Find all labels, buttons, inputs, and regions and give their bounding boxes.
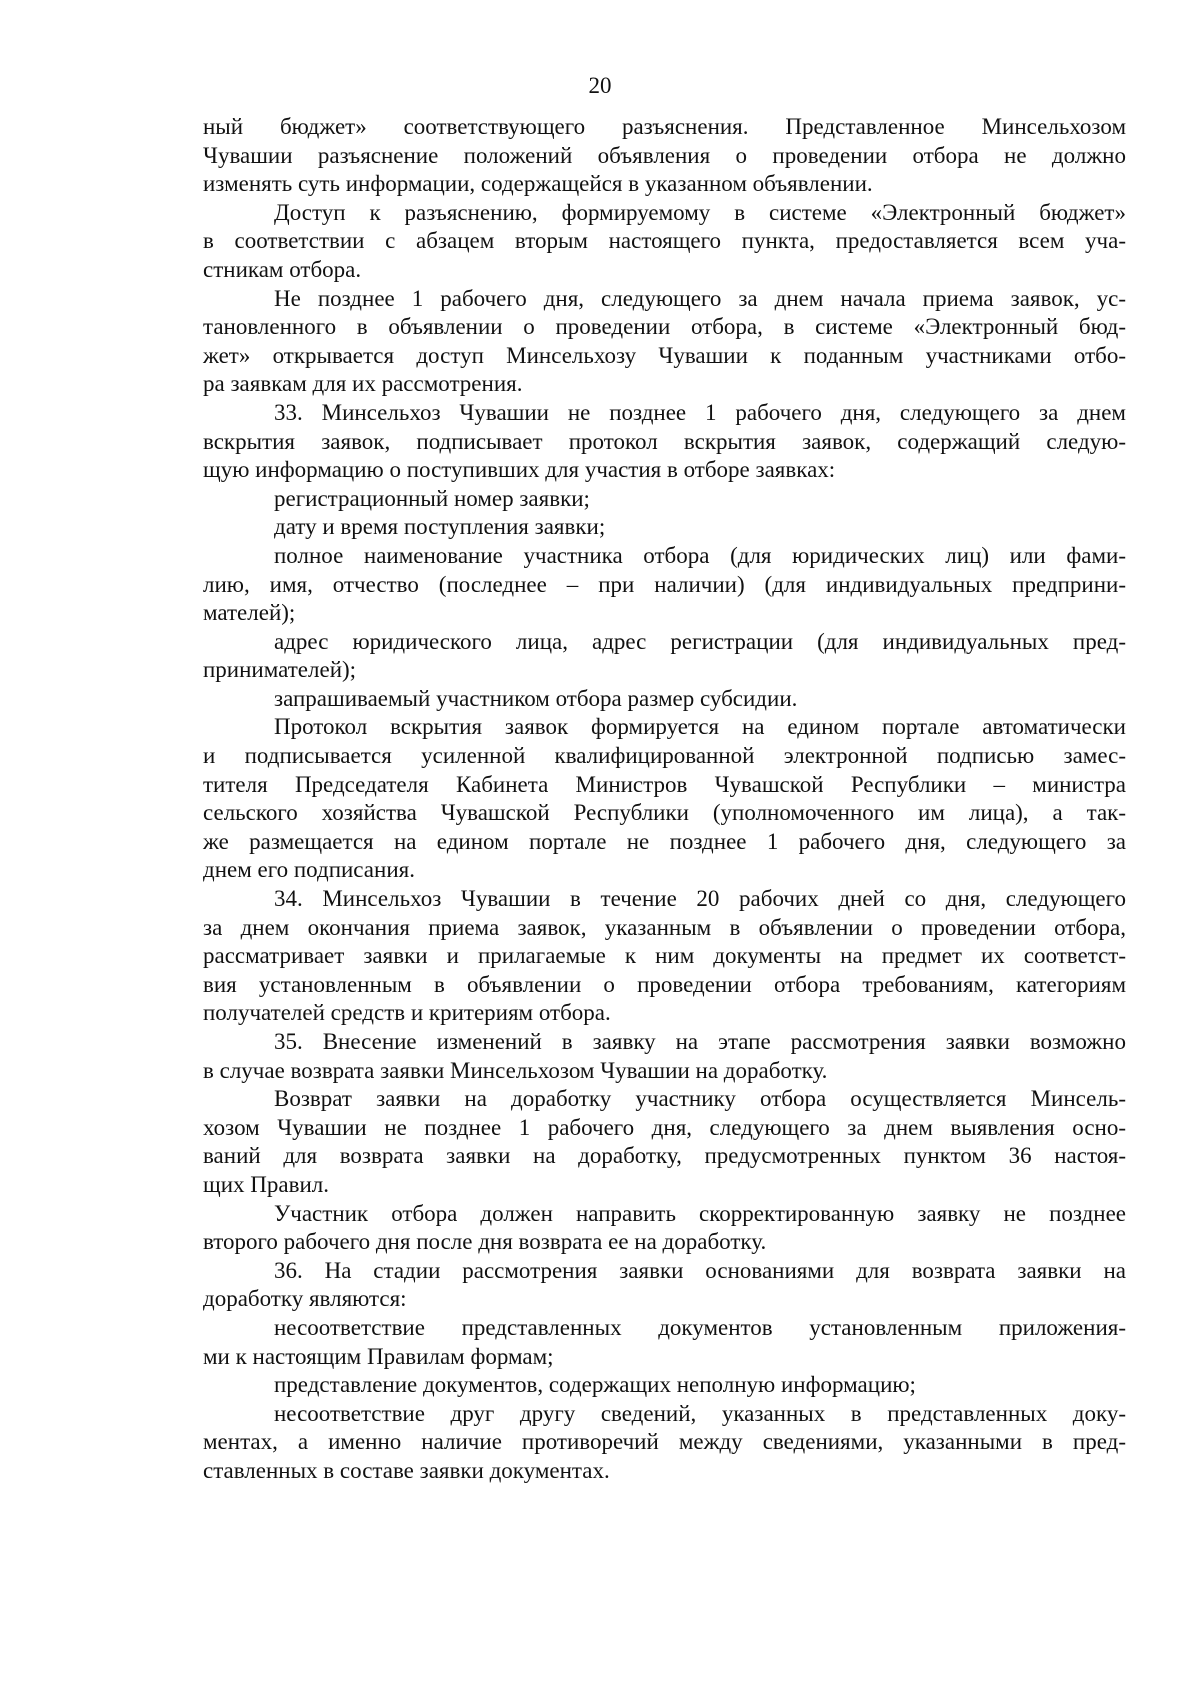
text-line: ставленных в составе заявки документах. [203, 1457, 610, 1483]
text-line: Чувашии разъяснение положений объявления о проведении отбора не должно [203, 142, 1126, 168]
paragraph [203, 1200, 1126, 1257]
paragraph [203, 1371, 1126, 1400]
document-body [203, 113, 1126, 1486]
text-line: 34. Минсельхоз Чувашии в течение 20 рабочих дней со дня, следующего [274, 886, 1126, 912]
text-line: несоответствие представленных документов установленным приложения- [274, 1314, 1126, 1340]
text-line: адрес юридического лица, адрес регистрации (для индивидуальных пред- [274, 628, 1126, 654]
text-line: вскрытия заявок, подписывает протокол вскрытия заявок, содержащий следую- [203, 428, 1126, 454]
text-line: рассматривает заявки и прилагаемые к ним документы на предмет их соответст- [203, 943, 1126, 969]
paragraph [203, 513, 1126, 542]
text-line: сельского хозяйства Чувашской Республики (уполномоченного им лица), а так- [203, 800, 1126, 826]
text-line: лию, имя, отчество (последнее – при наличии) (для индивидуальных предприни- [203, 571, 1126, 597]
text-line: и подписывается усиленной квалифицированной электронной подписью замес- [203, 743, 1126, 769]
text-line: дату и время поступления заявки; [274, 514, 606, 540]
text-line: второго рабочего дня после дня возврата ее на доработку. [203, 1229, 767, 1255]
text-line: тановленного в объявлении о проведении отбора, в системе «Электронный бюд- [203, 314, 1126, 340]
page-number: 20 [588, 73, 612, 98]
text-line: щую информацию о поступивших для участия в отборе заявках: [203, 457, 836, 483]
text-line: мателей); [203, 600, 296, 626]
text-line: же размещается на едином портале не позднее 1 рабочего дня, следующего за [203, 828, 1126, 854]
text-line: Протокол вскрытия заявок формируется на едином портале автоматически [274, 714, 1126, 740]
paragraph [203, 1314, 1126, 1371]
paragraph [203, 628, 1126, 685]
text-line: представление документов, содержащих неполную информацию; [274, 1372, 916, 1398]
paragraph [203, 885, 1126, 1028]
paragraph [203, 485, 1126, 514]
paragraph [203, 199, 1126, 285]
text-line: ваний для возврата заявки на доработку, предусмотренных пунктом 36 настоя- [203, 1143, 1126, 1169]
text-line: запрашиваемый участником отбора размер субсидии. [274, 685, 798, 711]
text-line: в соответствии с абзацем вторым настоящего пункта, предоставляется всем уча- [203, 228, 1126, 254]
text-line: стникам отбора. [203, 256, 362, 282]
paragraph [203, 1085, 1126, 1199]
text-line: ми к настоящим Правилам формам; [203, 1343, 554, 1369]
paragraph [203, 685, 1126, 714]
text-line: за днем окончания приема заявок, указанным в объявлении о проведении отбора, [203, 914, 1126, 940]
text-line: Не позднее 1 рабочего дня, следующего за днем начала приема заявок, ус- [274, 285, 1126, 311]
text-line: тителя Председателя Кабинета Министров Чувашской Республики – министра [203, 771, 1126, 797]
text-line: вия установленным в объявлении о проведении отбора требованиям, категориям [203, 971, 1126, 997]
text-line: получателей средств и критериям отбора. [203, 1000, 611, 1026]
text-line: изменять суть информации, содержащейся в указанном объявлении. [203, 171, 873, 197]
text-line: жет» открывается доступ Минсельхозу Чувашии к поданным участниками отбо- [203, 342, 1126, 368]
text-line: днем его подписания. [203, 857, 415, 883]
text-line: 33. Минсельхоз Чувашии не позднее 1 рабочего дня, следующего за днем [274, 399, 1126, 425]
text-line: 36. На стадии рассмотрения заявки основаниями для возврата заявки на [274, 1257, 1126, 1283]
text-line: принимателей); [203, 657, 357, 683]
text-line: полное наименование участника отбора (для юридических лиц) или фами- [274, 542, 1126, 568]
paragraph [203, 1400, 1126, 1486]
text-line: щих Правил. [203, 1171, 329, 1197]
paragraph [203, 1028, 1126, 1085]
paragraph [203, 1257, 1126, 1314]
paragraph [203, 542, 1126, 628]
paragraph [203, 713, 1126, 885]
text-line: ра заявкам для их рассмотрения. [203, 371, 523, 397]
text-line: Участник отбора должен направить скорректированную заявку не позднее [274, 1200, 1126, 1226]
text-line: хозом Чувашии не позднее 1 рабочего дня, следующего за днем выявления осно- [203, 1114, 1126, 1140]
text-line: ный бюджет» соответствующего разъяснения. Представленное Минсельхозом [203, 114, 1126, 139]
text-line: доработку являются: [203, 1286, 407, 1312]
text-line: Доступ к разъяснению, формируемому в системе «Электронный бюджет» [274, 199, 1126, 225]
paragraph [203, 399, 1126, 485]
text-line: 35. Внесение изменений в заявку на этапе рассмотрения заявки возможно [274, 1029, 1126, 1054]
text-line: Возврат заявки на доработку участнику отбора осуществляется Минсель- [274, 1086, 1126, 1112]
text-line: несоответствие друг другу сведений, указанных в представленных доку- [274, 1400, 1126, 1426]
text-line: ментах, а именно наличие противоречий между сведениями, указанными в пред- [203, 1429, 1126, 1455]
paragraph [203, 113, 1126, 199]
paragraph [203, 285, 1126, 399]
text-line: регистрационный номер заявки; [274, 485, 590, 511]
text-line: в случае возврата заявки Минсельхозом Чувашии на доработку. [203, 1057, 828, 1083]
